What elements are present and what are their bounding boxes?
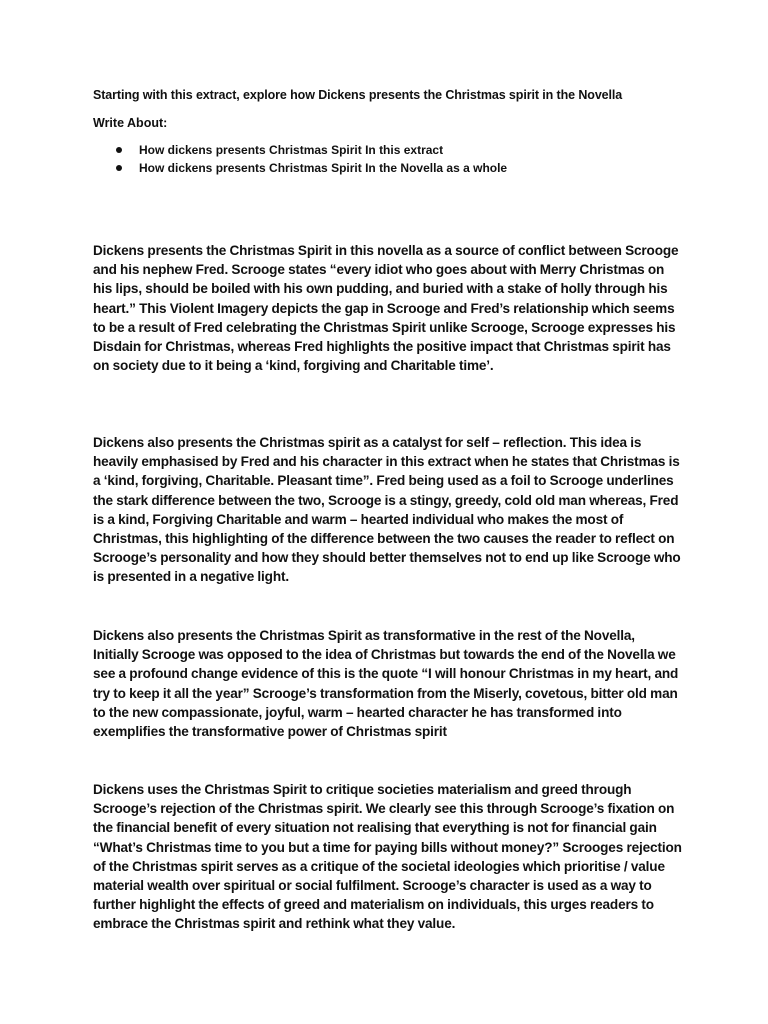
task-bullet-item bbox=[116, 160, 507, 178]
task-bullet-text: How dickens presents Christmas Spirit In the Novella as a whole bbox=[139, 160, 508, 175]
task-bullet-list bbox=[116, 142, 507, 177]
task-bullet-text: How dickens presents Christmas Spirit In this extract bbox=[139, 143, 444, 157]
task-bullet-item bbox=[116, 142, 507, 160]
bullet-dot-icon bbox=[116, 147, 122, 153]
essay-paragraph-self-reflection: Dickens also presents the Christmas spirit as a catalyst for self – reflection. This idea is heavily emphasised by Fred and his character in this extract when he states that Christmas is a ‘kind, forgiving, Charitable. Pleasant time”. Fred being used as a foil to Scrooge underlines the stark difference between the two, Scrooge is a stingy, greedy, cold old man whereas, Fred is a kind, Forgiving Charitable and warm – hearted individual who makes the most of Christmas, this highlighting of the difference between the two causes the reader to reflect on Scrooge’s personality and how they should better themselves not to end up like Scrooge who is presented in a negative light. bbox=[93, 435, 681, 585]
essay-prompt: Starting with this extract, explore how Dickens presents the Christmas spirit in the Novella bbox=[93, 88, 623, 102]
bullet-dot-icon bbox=[116, 165, 122, 171]
write-about-heading: Write About: bbox=[93, 116, 168, 130]
essay-paragraph-materialism: Dickens uses the Christmas Spirit to critique societies materialism and greed through Scrooge’s rejection of the Christmas spirit. We clearly see this through Scrooge’s fixation on the financial benefit of every situation not realising that everything is not for financial gain “What’s Christmas time to you but a time for paying bills without money?” Scrooges rejection of the Christmas spirit serves as a critique of the societal ideologies which prioritise / value material wealth over spiritual or social fulfilment. Scrooge’s character is used as a way to further highlight the effects of greed and materialism on individuals, this urges readers to embrace the Christmas spirit and rethink what they value. bbox=[93, 782, 682, 932]
essay-paragraph-transformation: Dickens also presents the Christmas Spirit as transformative in the rest of the Novella, Initially Scrooge was opposed to the idea of Christmas but towards the end of the Novella we see a profound change evidence of this is the quote “I will honour Christmas in my heart, and try to keep it all the year” Scrooge’s transformation from the Miserly, covetous, bitter old man to the new compassionate, joyful, warm – hearted character he has transformed into exemplifies the transformative power of Christmas spirit bbox=[93, 628, 679, 740]
essay-paragraph-conflict: Dickens presents the Christmas Spirit in this novella as a source of conflict between Scrooge and his nephew Fred. Scrooge states “every idiot who goes about with Merry Christmas on his lips, should be boiled with his own pudding, and buried with a stake of holly through his heart.” This Violent Imagery depicts the gap in Scrooge and Fred’s relationship which seems to be a result of Fred celebrating the Christmas Spirit unlike Scrooge, Scrooge expresses his Disdain for Christmas, whereas Fred highlights the positive impact that Christmas spirit has on society due to it being a ‘kind, forgiving and Charitable time’. bbox=[93, 243, 679, 374]
